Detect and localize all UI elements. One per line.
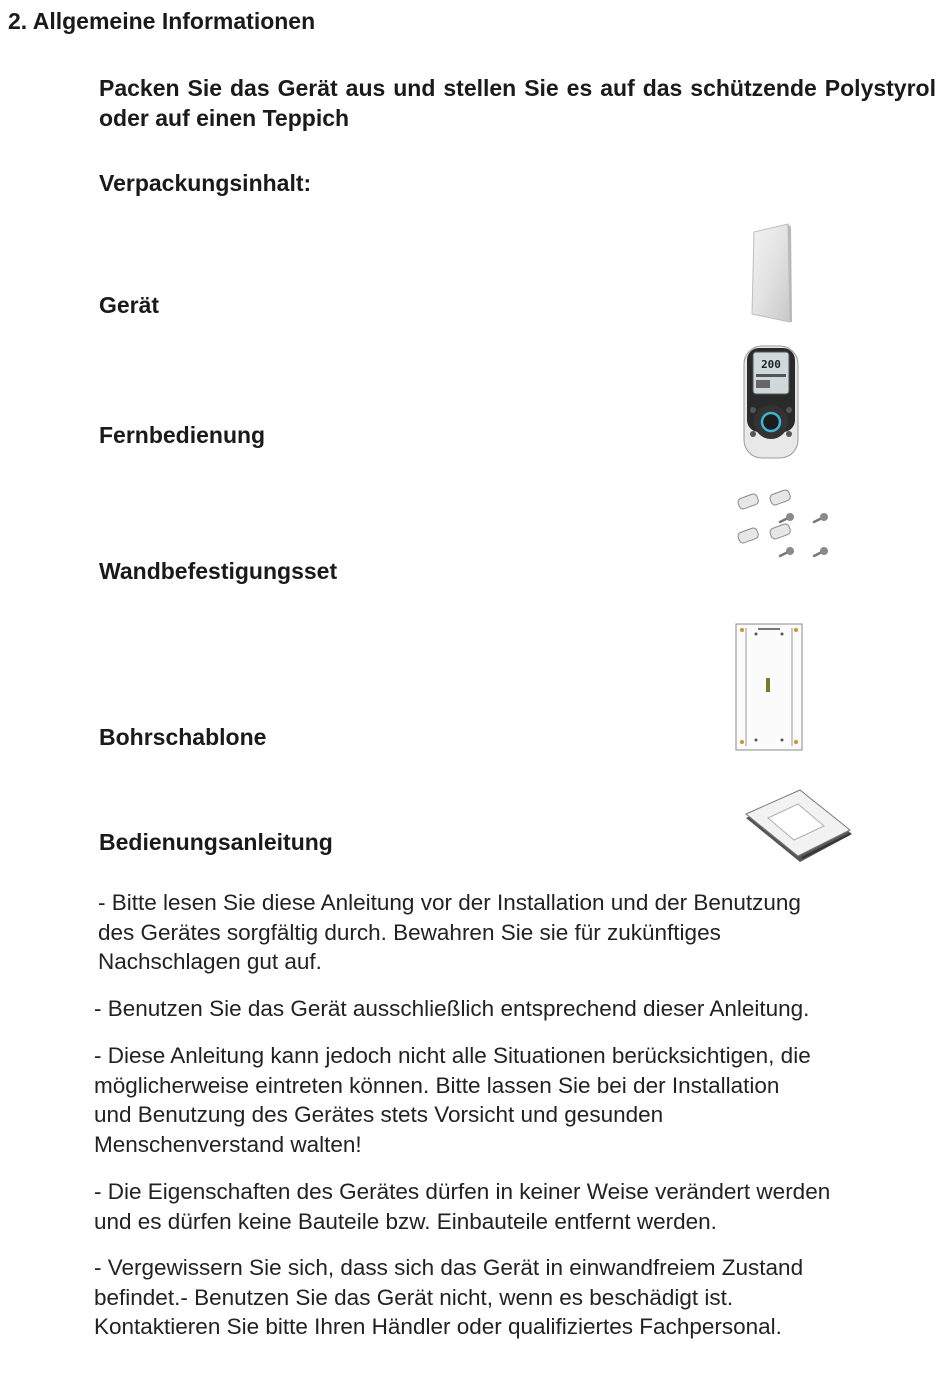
package-contents-label: Verpackungsinhalt: bbox=[99, 170, 312, 196]
remote-display-value: 200 bbox=[761, 358, 781, 371]
intro-text: Packen Sie das Gerät aus und stellen Sie es auf das schützende Polystyrol oder auf einen Teppich bbox=[99, 75, 936, 131]
heater-panel-icon bbox=[748, 222, 794, 327]
note-paragraph: - Die Eigenschaften des Gerätes dürfen in keiner Weise verändert werden und es dürfen keine Bauteile bzw. Einbauteile entfernt werden. bbox=[94, 1179, 831, 1234]
note-paragraph: - Vergewissern Sie sich, dass sich das Gerät in einwandfreiem Zustand befindet.- Benutzen Sie das Gerät nicht, wenn es beschädigt ist. Kontaktieren Sie bitte Ihren Händler oder qualifiziertes Fachpersonal. bbox=[94, 1255, 804, 1339]
note-paragraph: - Diese Anleitung kann jedoch nicht alle Situationen berücksichtigen, die möglicherweise eintreten können. Bitte lassen Sie bei der Installation und Benutzung des Gerätes stets Vorsicht und gesunden Menschenverstand walten! bbox=[94, 1043, 811, 1157]
wall-mount-kit-icon bbox=[732, 486, 838, 568]
item-label-drilling-template: Bohrschablone bbox=[99, 724, 267, 750]
manual-icon bbox=[742, 788, 856, 864]
note-paragraph: - Bitte lesen Sie diese Anleitung vor der Installation und der Benutzung des Gerätes sorgfältig durch. Bewahren Sie sie für zukünftiges Nachschlagen gut auf. bbox=[98, 890, 801, 974]
note-paragraph: - Benutzen Sie das Gerät ausschließlich entsprechend dieser Anleitung. bbox=[94, 996, 810, 1021]
remote-control-icon bbox=[740, 342, 802, 460]
item-label-wall-mount: Wandbefestigungsset bbox=[99, 558, 338, 584]
item-label-device: Gerät bbox=[99, 292, 160, 318]
item-label-manual: Bedienungsanleitung bbox=[99, 829, 333, 855]
item-label-remote: Fernbedienung bbox=[99, 422, 266, 448]
drilling-template-icon bbox=[734, 622, 804, 752]
section-heading: 2. Allgemeine Informationen bbox=[8, 8, 316, 34]
